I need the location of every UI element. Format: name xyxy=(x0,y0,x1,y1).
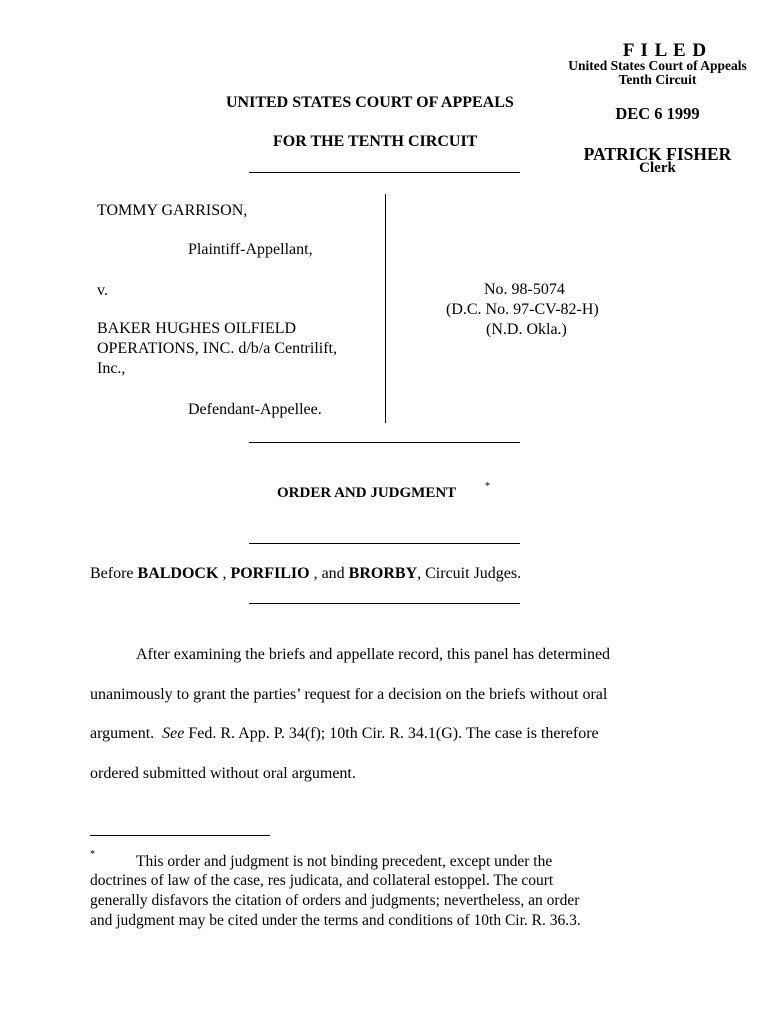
panel-line xyxy=(90,565,521,583)
plaintiff-name: TOMMY GARRISON, xyxy=(97,202,248,219)
judge-brorby: BRORBY xyxy=(348,565,418,582)
panel-rule xyxy=(249,603,520,604)
panel-separator-2: , and xyxy=(313,565,345,582)
footnote-line-1: This order and judgment is not binding precedent, except under the xyxy=(136,853,553,870)
court-name: UNITED STATES COURT OF APPEALS xyxy=(226,94,514,111)
caption-rule xyxy=(249,442,520,443)
stamp-court: United States Court of Appeals xyxy=(568,58,747,73)
case-number: No. 98-5074 xyxy=(484,281,565,298)
judge-porfilio: PORFILIO xyxy=(230,565,310,582)
panel-separator-1: , xyxy=(222,565,227,582)
defendant-name-line3: Inc., xyxy=(97,360,126,377)
plaintiff-role: Plaintiff-Appellant, xyxy=(188,241,313,258)
stamp-clerk-name: PATRICK FISHER xyxy=(583,144,732,164)
footnote-line-3: generally disfavors the citation of orders and judgments; nevertheless, an order xyxy=(90,892,580,909)
footnote-marker: * xyxy=(90,849,95,860)
panel-before: Before xyxy=(90,565,134,582)
body-line-1: After examining the briefs and appellate record, this panel has determined xyxy=(136,646,611,663)
footnote-line-4: and judgment may be cited under the terms and conditions of 10th Cir. R. 36.3. xyxy=(90,912,581,929)
caption-divider xyxy=(385,194,386,423)
stamp-date: DEC 6 1999 xyxy=(615,104,700,123)
circuit-name: FOR THE TENTH CIRCUIT xyxy=(273,133,478,150)
body-line-2: unanimously to grant the parties’ request for a decision on the briefs without oral xyxy=(90,686,608,703)
judge-baldock: BALDOCK xyxy=(137,565,219,582)
defendant-name-line1: BAKER HUGHES OILFIELD xyxy=(97,320,297,337)
panel-suffix: , Circuit Judges. xyxy=(417,565,522,582)
title-footnote-marker: * xyxy=(485,481,490,492)
body-line-4: ordered submitted without oral argument. xyxy=(90,765,356,782)
footnote-separator xyxy=(90,835,270,836)
stamp-clerk-title: Clerk xyxy=(639,160,676,176)
see-signal: See xyxy=(162,725,185,742)
header-rule xyxy=(249,172,520,173)
footnote-line-2: doctrines of law of the case, res judicata, and collateral estoppel. The court xyxy=(90,872,554,889)
body-line-3b: Fed. R. App. P. 34(f); 10th Cir. R. 34.1(G). The case is therefore xyxy=(188,725,599,742)
stamp-circuit: Tenth Circuit xyxy=(618,72,697,87)
title-rule xyxy=(249,543,520,544)
district: (N.D. Okla.) xyxy=(486,321,567,338)
district-court-number: (D.C. No. 97-CV-82-H) xyxy=(446,301,599,318)
document-title: ORDER AND JUDGMENT xyxy=(277,485,457,501)
defendant-role: Defendant-Appellee. xyxy=(188,401,322,418)
body-line-3a: argument. xyxy=(90,725,155,742)
defendant-name-line2: OPERATIONS, INC. d/b/a Centrilift, xyxy=(97,340,337,357)
stamp-filed: F I L E D xyxy=(622,40,708,61)
versus: v. xyxy=(97,282,108,299)
body-line-3 xyxy=(90,725,599,743)
